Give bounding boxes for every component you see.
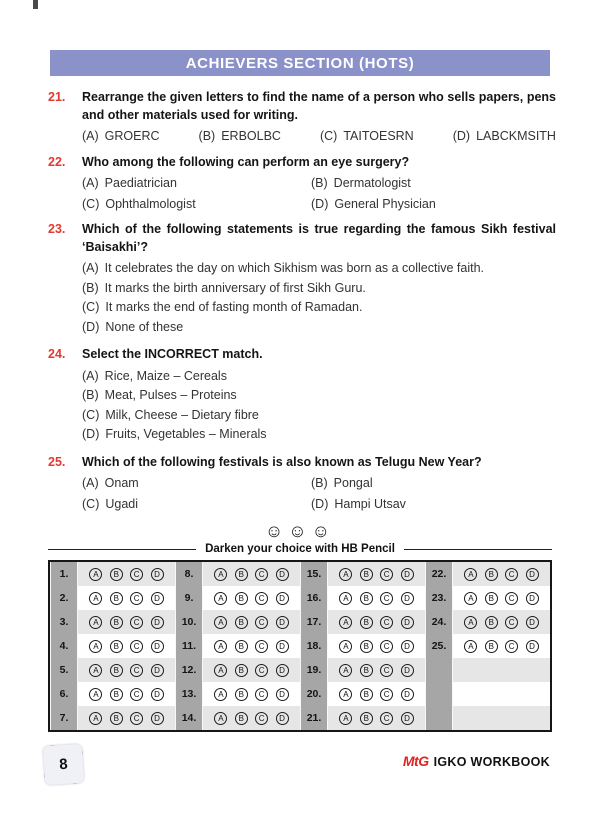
omr-bubble-cell: [78, 586, 175, 610]
omr-bubble-cell: [328, 682, 425, 706]
question-body: [82, 154, 556, 214]
omr-bubble-11-A[interactable]: A: [214, 640, 227, 653]
omr-bubble-cell: [203, 682, 300, 706]
omr-row: [300, 658, 425, 682]
omr-bubble-3-A[interactable]: A: [89, 616, 102, 629]
omr-bubble-8-A[interactable]: A: [214, 568, 227, 581]
omr-bubble-15-B[interactable]: B: [360, 568, 373, 581]
option-label: (A): [82, 129, 99, 143]
omr-bubble-23-A[interactable]: A: [464, 592, 477, 605]
option-label: (B): [311, 476, 328, 490]
option-text: TAITOESRN: [343, 129, 414, 143]
question-text: Who among the following can perform an eye surgery?: [82, 154, 410, 169]
omr-question-number: 25.: [425, 634, 453, 658]
omr-bubble-cell: [203, 658, 300, 682]
omr-question-number: 24.: [425, 610, 453, 634]
omr-bubble-9-B[interactable]: B: [235, 592, 248, 605]
option-d: [311, 196, 556, 214]
omr-bubble-3-C[interactable]: C: [130, 616, 143, 629]
omr-bubble-cell: [328, 586, 425, 610]
option-label: (A): [82, 176, 99, 190]
option-label: (B): [198, 129, 216, 143]
omr-bubble-5-D[interactable]: D: [151, 664, 164, 677]
publisher-branding: [403, 753, 550, 769]
omr-bubble-4-B[interactable]: B: [110, 640, 123, 653]
omr-bubble-cell: [78, 634, 175, 658]
omr-bubble-2-D[interactable]: D: [151, 592, 164, 605]
option-b: [311, 475, 556, 493]
omr-bubble-23-B[interactable]: B: [485, 592, 498, 605]
option-text: Fruits, Vegetables – Minerals: [105, 427, 267, 441]
omr-bubble-19-A[interactable]: A: [339, 664, 352, 677]
omr-bubble-2-A[interactable]: A: [89, 592, 102, 605]
option-label: (D): [82, 319, 100, 334]
omr-bubble-cell: [203, 586, 300, 610]
option-label: (D): [311, 196, 329, 211]
omr-bubble-6-A[interactable]: A: [89, 688, 102, 701]
omr-bubble-25-A[interactable]: A: [464, 640, 477, 653]
omr-bubble-12-D[interactable]: D: [276, 664, 289, 677]
option-text: Ugadi: [105, 496, 139, 511]
omr-bubble-13-B[interactable]: B: [235, 688, 248, 701]
question-25: [48, 454, 556, 514]
option-a: [82, 475, 311, 493]
option-label: (D): [452, 129, 471, 143]
option-label: (D): [82, 427, 100, 441]
omr-bubble-16-A[interactable]: A: [339, 592, 352, 605]
option-text: Hampi Utsav: [334, 496, 406, 511]
omr-bubble-11-C[interactable]: C: [255, 640, 268, 653]
omr-question-number: 6.: [50, 682, 78, 706]
omr-row: [50, 562, 175, 586]
option-text: Milk, Cheese – Dietary fibre: [105, 407, 259, 422]
omr-row: [425, 634, 550, 658]
omr-bubble-1-B[interactable]: B: [110, 568, 123, 581]
omr-bubble-13-D[interactable]: D: [276, 688, 289, 701]
omr-row: [300, 682, 425, 706]
omr-bubble-24-A[interactable]: A: [464, 616, 477, 629]
omr-bubble-19-D[interactable]: D: [401, 664, 414, 677]
omr-bubble-cell: [78, 562, 175, 586]
omr-bubble-7-D[interactable]: D: [151, 712, 164, 725]
omr-bubble-7-A[interactable]: A: [89, 712, 102, 725]
option-d: [453, 128, 556, 146]
question-list: [48, 89, 556, 513]
omr-bubble-21-A[interactable]: A: [339, 712, 352, 725]
omr-bubble-cell: [453, 610, 550, 634]
omr-rule-left: [48, 549, 196, 550]
question-number: 22.: [48, 154, 66, 169]
omr-bubble-cell: [203, 634, 300, 658]
omr-bubble-6-D[interactable]: D: [151, 688, 164, 701]
option-label: (C): [319, 129, 338, 143]
omr-question-number: 22.: [425, 562, 453, 586]
omr-row: [175, 706, 300, 730]
option-a: [82, 260, 556, 278]
option-text: It marks the end of fasting month of Ramadan.: [105, 300, 363, 314]
option-label: (C): [82, 300, 100, 314]
omr-bubble-14-B[interactable]: B: [235, 712, 248, 725]
omr-bubble-16-C[interactable]: C: [380, 592, 393, 605]
question-number: 23.: [48, 222, 66, 236]
omr-row: [300, 706, 425, 730]
omr-question-number: 11.: [175, 634, 203, 658]
question-options: [82, 368, 556, 444]
omr-question-number: 23.: [425, 586, 453, 610]
omr-bubble-cell: [453, 586, 550, 610]
omr-bubble-5-A[interactable]: A: [89, 664, 102, 677]
omr-bubble-cell: [453, 682, 550, 706]
option-text: Paediatrician: [104, 176, 177, 190]
omr-bubble-cell: [328, 706, 425, 730]
option-b: [311, 175, 556, 193]
omr-bubble-cell: [203, 706, 300, 730]
omr-bubble-cell: [328, 658, 425, 682]
omr-row: [425, 706, 550, 730]
section-title: ACHIEVERS SECTION (HOTS): [185, 54, 415, 72]
omr-question-number: 13.: [175, 682, 203, 706]
omr-bubble-10-B[interactable]: B: [235, 616, 248, 629]
question-options: [82, 260, 556, 336]
omr-row: [300, 634, 425, 658]
omr-rule-right: [404, 549, 552, 550]
omr-bubble-7-C[interactable]: C: [130, 712, 143, 725]
omr-bubble-10-C[interactable]: C: [255, 616, 268, 629]
question-text: Which of the following statements is true regarding the famous Sikh festival ‘Baisakhi’?: [82, 222, 556, 254]
option-text: Ophthalmologist: [105, 196, 196, 211]
option-d: [82, 319, 556, 337]
option-c: [82, 196, 311, 214]
option-b: [82, 387, 556, 405]
workbook-title: IGKO WORKBOOK: [433, 755, 550, 769]
omr-row: [425, 586, 550, 610]
option-a: [82, 175, 311, 193]
question-text: Which of the following festivals is also known as Telugu New Year?: [82, 454, 482, 469]
omr-bubble-17-B[interactable]: B: [360, 616, 373, 629]
option-text: Pongal: [333, 476, 373, 490]
omr-bubble-1-A[interactable]: A: [89, 568, 102, 581]
omr-bubble-14-D[interactable]: D: [276, 712, 289, 725]
question-body: [82, 346, 556, 446]
omr-bubble-22-B[interactable]: B: [485, 568, 498, 581]
option-c: [82, 299, 556, 317]
omr-bubble-22-A[interactable]: A: [464, 568, 477, 581]
option-text: Rice, Maize – Cereals: [104, 368, 227, 383]
omr-row: [425, 682, 550, 706]
option-label: (C): [82, 407, 100, 422]
omr-bubble-25-C[interactable]: C: [505, 640, 518, 653]
question-body: [82, 221, 556, 338]
option-c: [82, 496, 311, 514]
omr-bubble-23-D[interactable]: D: [526, 592, 539, 605]
omr-row: [175, 658, 300, 682]
omr-bubble-4-C[interactable]: C: [130, 640, 143, 653]
omr-question-number: 4.: [50, 634, 78, 658]
option-b: [82, 280, 556, 298]
omr-bubble-14-C[interactable]: C: [255, 712, 268, 725]
omr-row: [175, 562, 300, 586]
omr-bubble-22-D[interactable]: D: [526, 568, 539, 581]
option-b: [199, 128, 281, 146]
omr-bubble-cell: [78, 658, 175, 682]
option-label: (C): [82, 496, 100, 511]
option-c: [320, 128, 414, 146]
omr-bubble-2-B[interactable]: B: [110, 592, 123, 605]
omr-row: [50, 658, 175, 682]
question-body: [82, 89, 556, 146]
omr-bubble-10-D[interactable]: D: [276, 616, 289, 629]
omr-question-number: 20.: [300, 682, 328, 706]
omr-bubble-11-D[interactable]: D: [276, 640, 289, 653]
omr-question-number: 3.: [50, 610, 78, 634]
omr-bubble-12-A[interactable]: A: [214, 664, 227, 677]
omr-bubble-cell: [328, 562, 425, 586]
option-text: LABCKMSITH: [476, 129, 556, 143]
omr-bubble-3-B[interactable]: B: [110, 616, 123, 629]
omr-column-group: [300, 562, 425, 730]
omr-bubble-17-A[interactable]: A: [339, 616, 352, 629]
omr-bubble-13-A[interactable]: A: [214, 688, 227, 701]
omr-question-number: 18.: [300, 634, 328, 658]
omr-question-number: 9.: [175, 586, 203, 610]
omr-question-number: 10.: [175, 610, 203, 634]
omr-bubble-19-B[interactable]: B: [360, 664, 373, 677]
omr-column-group: [50, 562, 175, 730]
omr-bubble-cell: [453, 706, 550, 730]
question-24: [48, 346, 556, 446]
omr-question-number: 5.: [50, 658, 78, 682]
option-label: (C): [82, 196, 100, 211]
option-text: It marks the birth anniversary of first Sikh Guru.: [104, 280, 366, 295]
omr-bubble-9-D[interactable]: D: [276, 592, 289, 605]
omr-bubble-17-C[interactable]: C: [380, 616, 393, 629]
omr-bubble-18-B[interactable]: B: [360, 640, 373, 653]
omr-bubble-4-D[interactable]: D: [151, 640, 164, 653]
omr-row: [175, 586, 300, 610]
omr-bubble-23-C[interactable]: C: [505, 592, 518, 605]
omr-bubble-9-A[interactable]: A: [214, 592, 227, 605]
page-number: 8: [43, 744, 85, 786]
omr-question-number: 8.: [175, 562, 203, 586]
option-label: (A): [82, 476, 99, 490]
omr-row: [175, 634, 300, 658]
omr-bubble-16-D[interactable]: D: [401, 592, 414, 605]
omr-bubble-15-A[interactable]: A: [339, 568, 352, 581]
question-text: Select the INCORRECT match.: [82, 347, 263, 361]
option-text: ERBOLBC: [221, 129, 281, 143]
omr-bubble-8-C[interactable]: C: [255, 568, 268, 581]
omr-bubble-8-B[interactable]: B: [235, 568, 248, 581]
omr-row: [50, 682, 175, 706]
omr-bubble-cell: [203, 562, 300, 586]
omr-bubble-cell: [78, 706, 175, 730]
option-label: (B): [82, 280, 99, 295]
omr-row: [50, 706, 175, 730]
omr-bubble-10-A[interactable]: A: [214, 616, 227, 629]
omr-bubble-4-A[interactable]: A: [89, 640, 102, 653]
option-text: Meat, Pulses – Proteins: [104, 388, 237, 402]
omr-question-number: 15.: [300, 562, 328, 586]
option-text: Dermatologist: [333, 176, 411, 190]
omr-bubble-cell: [453, 562, 550, 586]
omr-column-group: [425, 562, 550, 730]
omr-bubble-20-D[interactable]: D: [401, 688, 414, 701]
omr-bubble-3-D[interactable]: D: [151, 616, 164, 629]
omr-row: [175, 610, 300, 634]
omr-bubble-cell: [203, 610, 300, 634]
omr-bubble-8-D[interactable]: D: [276, 568, 289, 581]
omr-question-number: 1.: [50, 562, 78, 586]
omr-bubble-15-C[interactable]: C: [380, 568, 393, 581]
omr-bubble-13-C[interactable]: C: [255, 688, 268, 701]
omr-question-number: 21.: [300, 706, 328, 730]
option-text: It celebrates the day on which Sikhism was born as a collective faith.: [104, 261, 485, 275]
omr-header: [48, 543, 552, 555]
smiley-icons: ☺☺☺: [264, 521, 336, 541]
omr-bubble-24-C[interactable]: C: [505, 616, 518, 629]
omr-bubble-22-C[interactable]: C: [505, 568, 518, 581]
question-number: 21.: [48, 90, 66, 104]
omr-question-number: [425, 658, 453, 682]
question-options: [82, 175, 556, 213]
question-23: [48, 221, 556, 338]
omr-bubble-18-D[interactable]: D: [401, 640, 414, 653]
omr-column-group: [175, 562, 300, 730]
omr-question-number: 17.: [300, 610, 328, 634]
omr-row: [50, 634, 175, 658]
omr-question-number: [425, 706, 453, 730]
omr-row: [50, 586, 175, 610]
page-edge-mark: [33, 0, 38, 9]
question-body: [82, 454, 556, 514]
omr-question-number: 2.: [50, 586, 78, 610]
option-c: [82, 407, 556, 425]
omr-bubble-21-C[interactable]: C: [380, 712, 393, 725]
omr-bubble-6-B[interactable]: B: [110, 688, 123, 701]
question-options: [82, 475, 556, 513]
omr-row: [50, 610, 175, 634]
omr-question-number: 14.: [175, 706, 203, 730]
omr-bubble-17-D[interactable]: D: [401, 616, 414, 629]
omr-bubble-16-B[interactable]: B: [360, 592, 373, 605]
omr-bubble-cell: [328, 610, 425, 634]
omr-row: [300, 562, 425, 586]
option-d: [82, 426, 556, 444]
omr-bubble-5-C[interactable]: C: [130, 664, 143, 677]
option-text: General Physician: [334, 196, 436, 211]
question-number: 25.: [48, 454, 66, 469]
question-options: [82, 128, 556, 146]
omr-bubble-5-B[interactable]: B: [110, 664, 123, 677]
omr-question-number: [425, 682, 453, 706]
omr-bubble-7-B[interactable]: B: [110, 712, 123, 725]
omr-bubble-25-D[interactable]: D: [526, 640, 539, 653]
omr-bubble-19-C[interactable]: C: [380, 664, 393, 677]
omr-bubble-11-B[interactable]: B: [235, 640, 248, 653]
omr-bubble-6-C[interactable]: C: [130, 688, 143, 701]
omr-bubble-1-D[interactable]: D: [151, 568, 164, 581]
option-label: (D): [311, 496, 329, 511]
omr-row: [425, 658, 550, 682]
option-a: [82, 128, 160, 146]
option-label: (A): [82, 368, 99, 383]
omr-bubble-9-C[interactable]: C: [255, 592, 268, 605]
omr-sheet: [48, 543, 552, 732]
omr-bubble-cell: [78, 610, 175, 634]
page-footer: [0, 742, 600, 798]
omr-bubble-24-B[interactable]: B: [485, 616, 498, 629]
option-text: Onam: [104, 476, 139, 490]
option-d: [311, 496, 556, 514]
omr-bubble-2-C[interactable]: C: [130, 592, 143, 605]
omr-row: [175, 682, 300, 706]
omr-row: [425, 610, 550, 634]
omr-bubble-18-C[interactable]: C: [380, 640, 393, 653]
question-number: 24.: [48, 347, 66, 361]
option-text: None of these: [105, 319, 184, 334]
section-header-bar: [50, 50, 550, 76]
omr-bubble-1-C[interactable]: C: [130, 568, 143, 581]
question-21: [48, 89, 556, 146]
omr-bubble-cell: [78, 682, 175, 706]
omr-row: [300, 610, 425, 634]
omr-bubble-12-B[interactable]: B: [235, 664, 248, 677]
omr-question-number: 16.: [300, 586, 328, 610]
omr-bubble-cell: [453, 634, 550, 658]
omr-bubble-15-D[interactable]: D: [401, 568, 414, 581]
option-label: (B): [311, 176, 328, 190]
omr-bubble-21-D[interactable]: D: [401, 712, 414, 725]
omr-bubble-20-A[interactable]: A: [339, 688, 352, 701]
option-label: (A): [82, 261, 99, 275]
omr-question-number: 19.: [300, 658, 328, 682]
omr-grid: [48, 560, 552, 732]
omr-row: [425, 562, 550, 586]
omr-bubble-14-A[interactable]: A: [214, 712, 227, 725]
omr-bubble-cell: [328, 634, 425, 658]
page-number-badge: [44, 745, 83, 784]
question-text: Rearrange the given letters to find the name of a person who sells papers, pens and other materials used for writing.: [82, 90, 556, 122]
omr-bubble-18-A[interactable]: A: [339, 640, 352, 653]
omr-bubble-20-B[interactable]: B: [360, 688, 373, 701]
mtg-logo: MtG: [402, 753, 429, 769]
omr-question-number: 12.: [175, 658, 203, 682]
omr-bubble-21-B[interactable]: B: [360, 712, 373, 725]
option-label: (B): [82, 388, 99, 402]
omr-bubble-cell: [453, 658, 550, 682]
omr-bubble-25-B[interactable]: B: [485, 640, 498, 653]
omr-bubble-24-D[interactable]: D: [526, 616, 539, 629]
omr-bubble-20-C[interactable]: C: [380, 688, 393, 701]
question-22: [48, 154, 556, 214]
option-text: GROERC: [104, 129, 160, 143]
omr-question-number: 7.: [50, 706, 78, 730]
omr-title: Darken your choice with HB Pencil: [205, 543, 395, 555]
omr-bubble-12-C[interactable]: C: [255, 664, 268, 677]
option-a: [82, 368, 556, 386]
omr-row: [300, 586, 425, 610]
